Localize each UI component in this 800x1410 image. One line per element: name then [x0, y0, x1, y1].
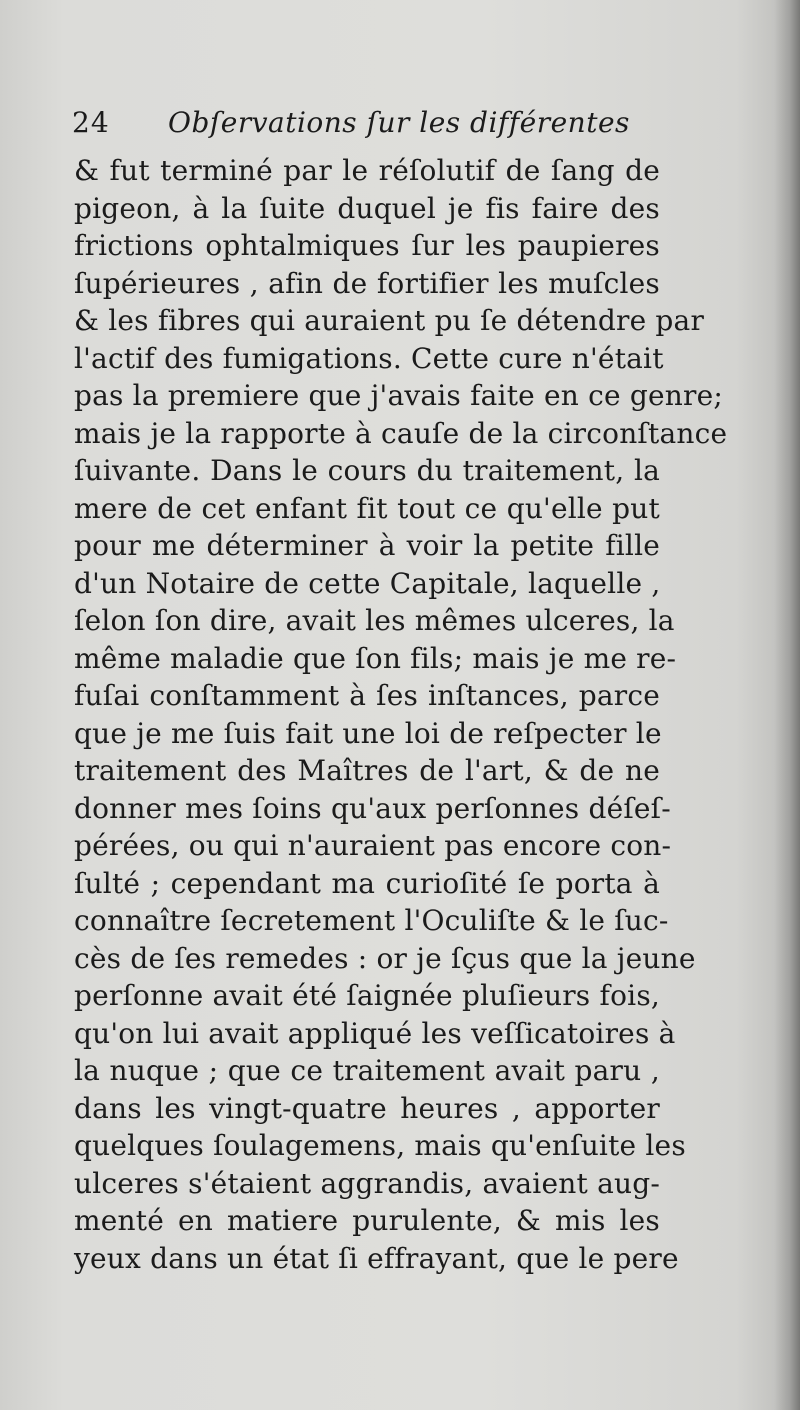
text-line: ſulté ; cependant ma curioſité ſe porta à — [74, 866, 660, 900]
text-line: cès de ſes remedes : or je ſçus que la jeune — [74, 941, 696, 975]
page-header — [72, 106, 700, 150]
text-line: ſuivante. Dans le cours du traitement, la — [74, 454, 660, 487]
page-number: 24 — [72, 106, 110, 139]
text-line: yeux dans un état ſi effrayant, que le pere — [74, 1241, 679, 1275]
text-line: fuſai conſtamment à ſes inſtances, parce — [74, 679, 660, 712]
text-line: pérées, ou qui n'auraient pas encore con- — [74, 829, 672, 862]
text-line: pour me déterminer à voir la petite fille — [74, 529, 660, 562]
text-line: l'actif des fumigations. Cette cure n'était — [74, 341, 664, 375]
text-line: la nuque ; que ce traitement avait paru , — [74, 1054, 660, 1087]
text-line: menté en matiere purulente, & mis les — [74, 1204, 660, 1237]
text-line: pigeon, à la ſuite duquel je fis faire des — [74, 191, 660, 225]
text-line: quelques ſoulagemens, mais qu'enſuite les — [74, 1129, 686, 1162]
text-line: ſelon ſon dire, avait les mêmes ulceres, la — [74, 604, 675, 637]
text-line: perſonne avait été ſaignée pluſieurs fois, — [74, 979, 660, 1012]
page-edge-shadow — [774, 0, 800, 1410]
text-line: connaître ſecretement l'Oculiſte & le ſuc- — [74, 904, 669, 937]
running-title: Obſervations ſur les différentes — [168, 106, 630, 139]
body-text — [74, 152, 728, 1277]
text-line: donner mes ſoins qu'aux perſonnes déſeſ- — [74, 791, 671, 825]
text-line: & fut terminé par le réſolutif de ſang de — [74, 154, 660, 187]
text-line: que je me ſuis fait une loi de reſpecter le — [74, 716, 662, 750]
text-line: d'un Notaire de cette Capitale, laquelle , — [74, 566, 661, 600]
text-line: pas la premiere que j'avais faite en ce genre; — [74, 379, 723, 412]
text-line: même maladie que ſon fils; mais je me re- — [74, 641, 677, 675]
text-line: dans les vingt-quatre heures , apporter — [74, 1091, 660, 1125]
text-line: mais je la rapporte à cauſe de la circonſtance — [74, 416, 728, 450]
text-line: traitement des Maîtres de l'art, & de ne — [74, 754, 660, 787]
text-line: qu'on lui avait appliqué les veſſicatoires à — [74, 1016, 676, 1050]
text-line: ſupérieures , afin de fortifier les muſcles — [74, 266, 660, 300]
text-line: ulceres s'étaient aggrandis, avaient aug- — [74, 1166, 660, 1200]
text-line: & les fibres qui auraient pu ſe détendre par — [74, 304, 705, 337]
text-line: frictions ophtalmiques ſur les paupieres — [74, 229, 660, 262]
text-line: mere de cet enfant fit tout ce qu'elle put — [74, 491, 660, 525]
